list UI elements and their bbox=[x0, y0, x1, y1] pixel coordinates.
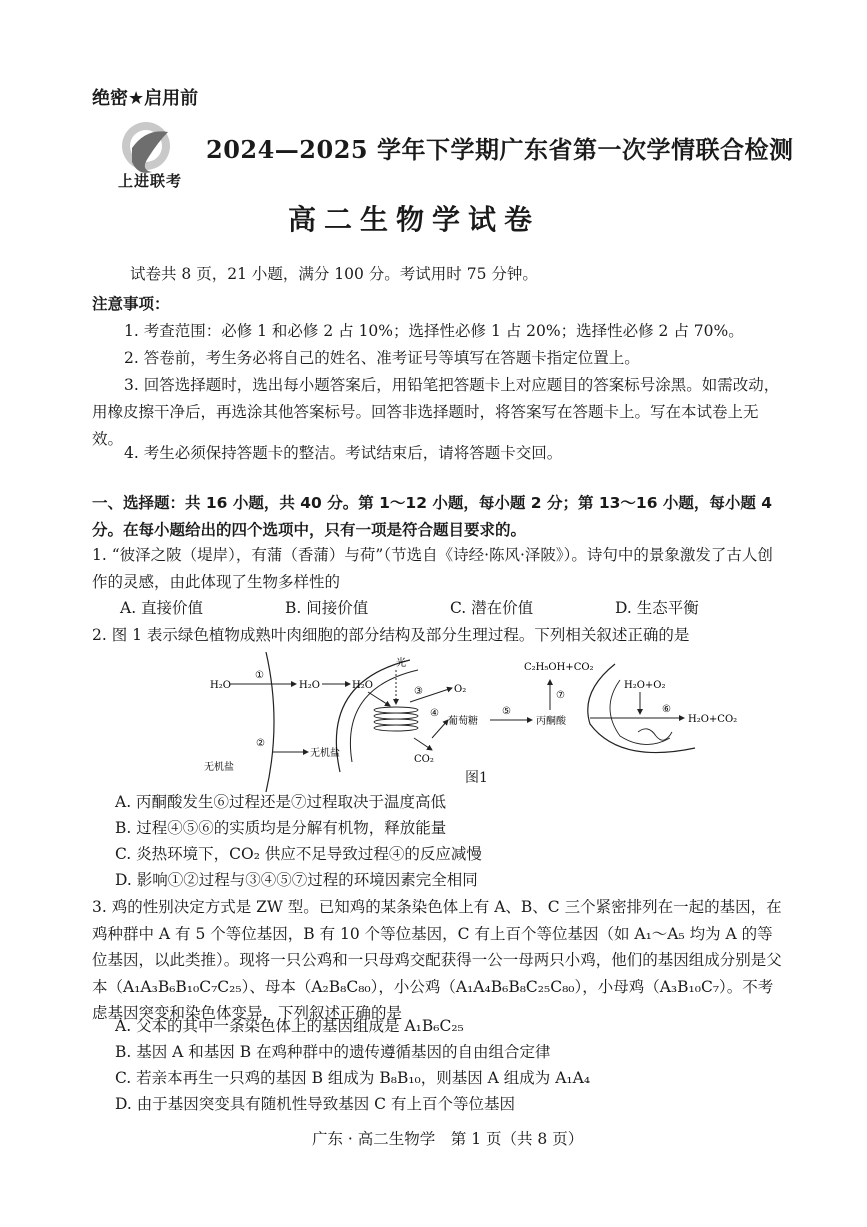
q1-option-a: A. 直接价值 bbox=[120, 599, 204, 617]
notice-item-3: 3. 回答选择题时，选出每小题答案后，用铅笔把答题卡上对应题目的答案标号涂黑。如需改动，用橡皮擦干净后，再选涂其他答案标号。回答非选择题时，将答案写在答题卡上。写在本试卷上无效。 bbox=[92, 376, 780, 448]
fig-glucose: 葡萄糖 bbox=[448, 716, 478, 727]
q2-option-c: C. 炎热环境下，CO₂ 供应不足导致过程④的反应减慢 bbox=[115, 845, 482, 863]
fig-n1: ① bbox=[255, 670, 264, 681]
section-heading: 一、选择题：共 16 小题，共 40 分。第 1～12 小题，每小题 2 分；第 13～16 小题，每小题 4 分。在每小题给出的四个选项中，只有一项是符合题目要求的。 bbox=[92, 494, 773, 539]
q2-option-a: A. 丙酮酸发生⑥过程还是⑦过程取决于温度高低 bbox=[115, 793, 447, 811]
logo-text: 上进联考 bbox=[118, 172, 183, 190]
fig-salt-right: 无机盐 bbox=[310, 748, 340, 759]
fig-n2: ② bbox=[256, 738, 265, 749]
q2-option-b: B. 过程④⑤⑥的实质均是分解有机物，释放能量 bbox=[115, 819, 447, 837]
fig-o2: O₂ bbox=[454, 684, 467, 695]
notice-item-4: 4. 考生必须保持答题卡的整洁。考试结束后，请将答题卡交回。 bbox=[124, 444, 563, 462]
page-footer: 广东 · 高二生物学 第 1 页（共 8 页） bbox=[312, 1130, 584, 1148]
fig-ethanol: C₂H₅OH+CO₂ bbox=[524, 662, 594, 673]
q1-option-c: C. 潜在价值 bbox=[450, 599, 534, 617]
fig-light: 光 bbox=[396, 658, 406, 669]
q2-option-d: D. 影响①②过程与③④⑤⑦过程的环境因素完全相同 bbox=[115, 871, 478, 889]
notice-item-2: 2. 答卷前，考生务必将自己的姓名、准考证号等填写在答题卡指定位置上。 bbox=[124, 349, 640, 367]
question-3-stem: 3. 鸡的性别决定方式是 ZW 型。已知鸡的某条染色体上有 A、B、C 三个紧密排列在一起的基因，在鸡种群中 A 有 5 个等位基因，B 有 10 个等位基因，C 有上百个等位基因（如 A₁～A₅ 均为 A 的等位基因，以此类推）。现将一只公鸡和一只母鸡交配获得一公一母两只小鸡，他们的基因组成分别是父本（A₁A₃B₆B₁₀C₇C₂₅）、母本（A₂B₈C₈₀），小公鸡（A₁A₄B₆B₈C₂₅C₈₀），小母鸡（A₃B₁₀C₇）。不考虑基因突变和染色体变异，下列叙述正确的是 bbox=[92, 898, 782, 1022]
fig-n3: ③ bbox=[414, 686, 423, 697]
fig-n6: ⑥ bbox=[662, 704, 671, 715]
fig-n4: ④ bbox=[430, 708, 439, 719]
subject-title: 高二生物学试卷 bbox=[288, 203, 541, 236]
fig-h2o-left: H₂O bbox=[210, 680, 231, 691]
fig-n5: ⑤ bbox=[502, 706, 511, 717]
fig-co2: CO₂ bbox=[414, 754, 434, 765]
q3-option-d: D. 由于基因突变具有随机性导致基因 C 有上百个等位基因 bbox=[115, 1095, 515, 1113]
fig-h2o-o2: H₂O+O₂ bbox=[624, 680, 666, 691]
q3-option-b: B. 基因 A 和基因 B 在鸡种群中的遗传遵循基因的自由组合定律 bbox=[115, 1043, 551, 1061]
question-1-stem: 1. “彼泽之陂（堤岸），有蒲（香蒲）与荷”（节选自《诗经·陈风·泽陂》）。诗句中的景象激发了古人创作的灵感，由此体现了生物多样性的 bbox=[92, 546, 773, 591]
q3-option-a: A. 父本的其中一条染色体上的基因组成是 A₁B₆C₂₅ bbox=[115, 1017, 464, 1035]
fig-salt-left: 无机盐 bbox=[204, 762, 234, 773]
fig-h2o-right: H₂O bbox=[352, 680, 373, 691]
notice-heading: 注意事项： bbox=[92, 295, 170, 313]
fig-h2o-mid: H₂O bbox=[299, 680, 320, 691]
exam-meta: 试卷共 8 页，21 小题，满分 100 分。考试用时 75 分钟。 bbox=[130, 265, 538, 283]
exam-title: 2024—2025 学年下学期广东省第一次学情联合检测 bbox=[206, 135, 794, 164]
notice-item-1: 1. 考查范围：必修 1 和必修 2 占 10%；选择性必修 1 占 20%；选择性必修 2 占 70%。 bbox=[124, 322, 744, 340]
figure-1-caption: 图1 bbox=[465, 770, 488, 786]
question-2-stem: 2. 图 1 表示绿色植物成熟叶肉细胞的部分结构及部分生理过程。下列相关叙述正确的是 bbox=[92, 626, 690, 644]
fig-products: H₂O+CO₂ bbox=[688, 714, 738, 725]
fig-pyruvate: 丙酮酸 bbox=[536, 716, 566, 727]
q1-option-d: D. 生态平衡 bbox=[615, 599, 699, 617]
secret-label: 绝密★启用前 bbox=[92, 88, 199, 109]
fig-n7: ⑦ bbox=[556, 690, 565, 701]
q1-option-b: B. 间接价值 bbox=[285, 599, 369, 617]
q3-option-c: C. 若亲本再生一只鸡的基因 B 组成为 B₈B₁₀，则基因 A 组成为 A₁A₄ bbox=[115, 1069, 591, 1087]
question-1-options bbox=[120, 596, 780, 618]
